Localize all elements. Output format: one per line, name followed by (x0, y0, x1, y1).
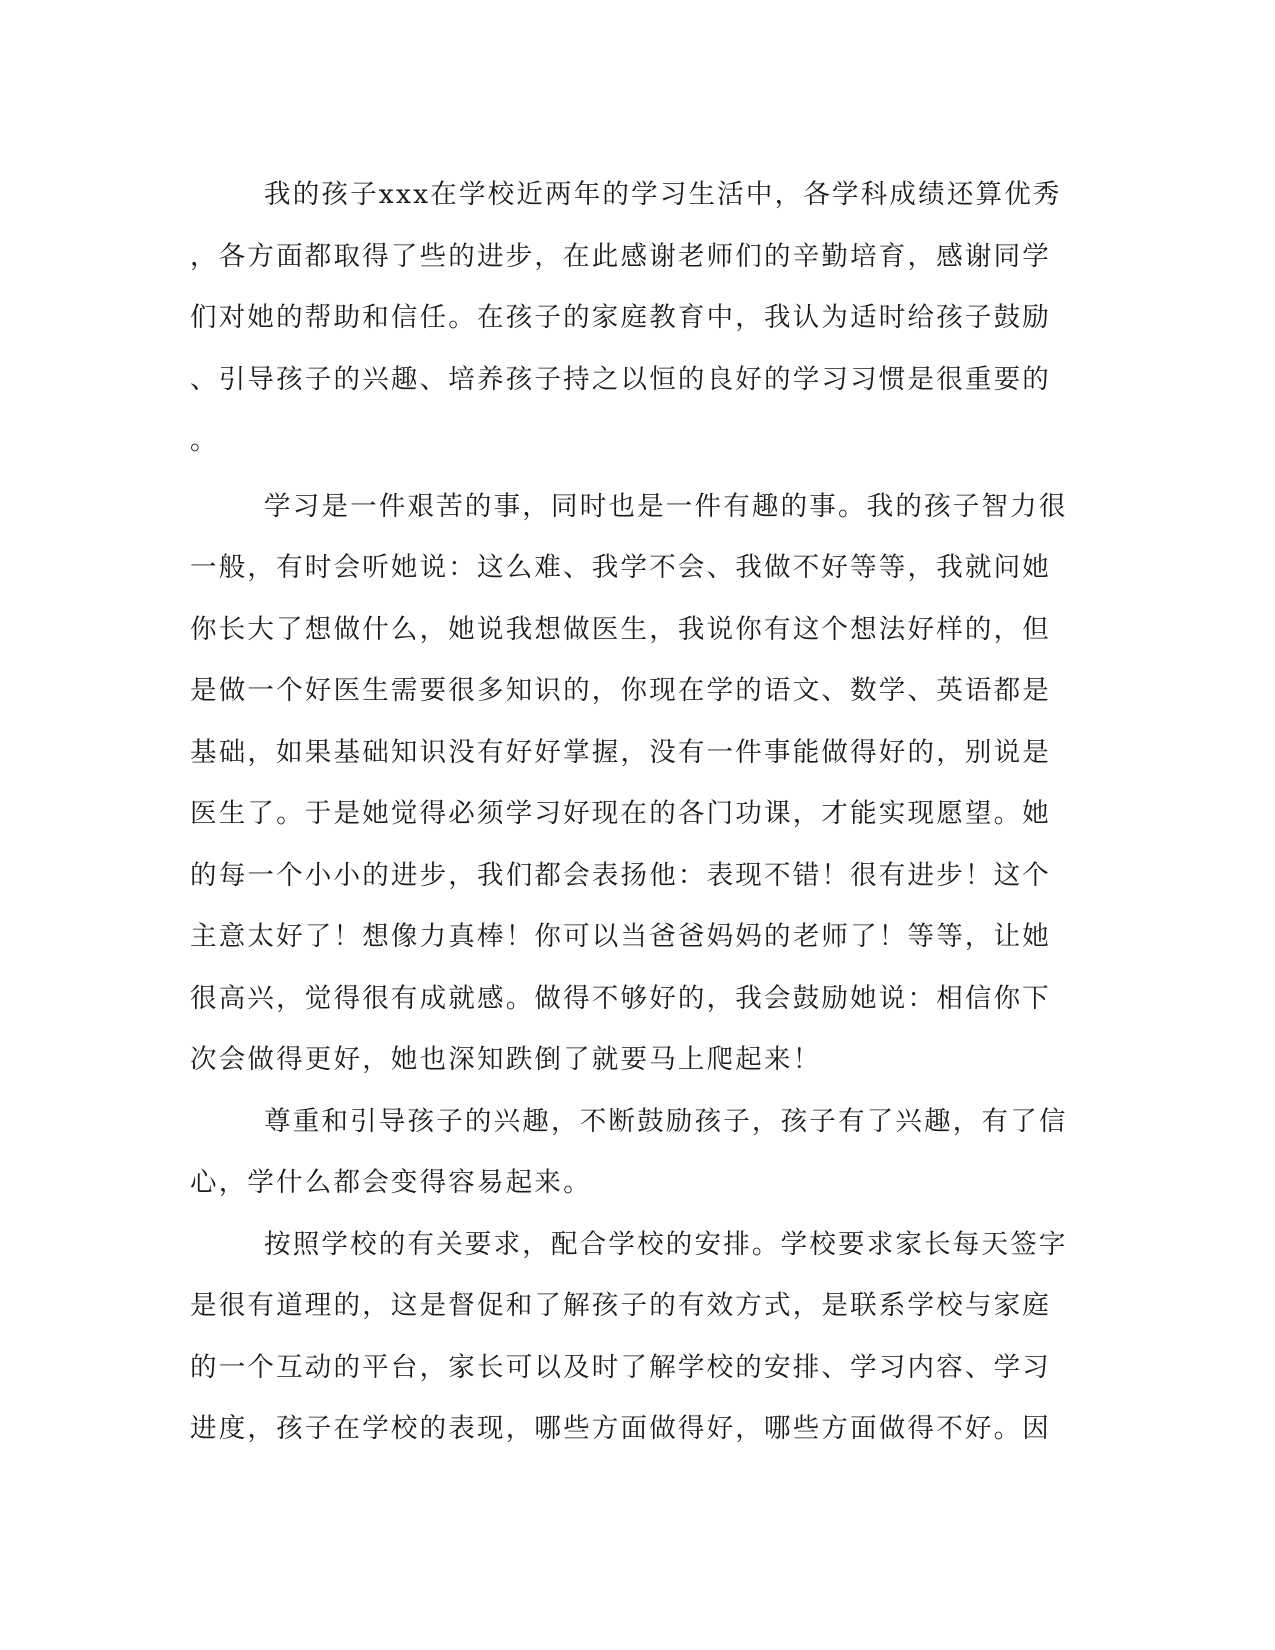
text-line: 们对她的帮助和信任。在孩子的家庭教育中，我认为适时给孩子鼓励 (190, 302, 1051, 333)
paragraph-2 (190, 476, 1080, 1091)
text-line: 学习是一件艰苦的事，同时也是一件有趣的事。我的孩子智力很 (264, 490, 1068, 522)
text-line: 医生了。于是她觉得必须学习好现在的各门功课，才能实现愿望。她 (190, 798, 1051, 829)
text-line: 是很有道理的，这是督促和了解孩子的有效方式，是联系学校与家庭 (190, 1290, 1051, 1321)
text-line: 的每一个小小的进步，我们都会表扬他：表现不错！很有进步！这个 (190, 859, 1051, 891)
text-line: 进度，孩子在学校的表现，哪些方面做得好，哪些方面做得不好。因 (190, 1413, 1051, 1444)
text-line: 尊重和引导孩子的兴趣，不断鼓励孩子，孩子有了兴趣，有了信 (264, 1105, 1068, 1137)
text-line: 心，学什么都会变得容易起来。 (190, 1167, 592, 1198)
paragraph-4 (190, 1214, 1080, 1460)
text-line: 是做一个好医生需要很多知识的，你现在学的语文、数学、英语都是 (190, 675, 1051, 706)
text-line: 我的孩子xxx在学校近两年的学习生活中，各学科成绩还算优秀 (264, 179, 1062, 210)
text-line: 次会做得更好，她也深知跌倒了就要马上爬起来！ (190, 1044, 822, 1075)
text-line: ，各方面都取得了些的进步，在此感谢老师们的辛勤培育，感谢同学 (190, 240, 1051, 272)
text-line: 你长大了想做什么，她说我想做医生，我说你有这个想法好样的，但 (190, 613, 1051, 645)
paragraph-1 (190, 164, 1080, 472)
text-line: 、引导孩子的兴趣、培养孩子持之以恒的良好的学习习惯是很重要的 (190, 363, 1051, 395)
document-body (190, 164, 1080, 1460)
text-line: 主意太好了！想像力真棒！你可以当爸爸妈妈的老师了！等等，让她 (190, 921, 1051, 952)
text-line: 。 (190, 425, 219, 456)
text-line: 的一个互动的平台，家长可以及时了解学校的安排、学习内容、学习 (190, 1351, 1051, 1383)
paragraph-3 (190, 1091, 1080, 1214)
text-line: 一般，有时会听她说：这么难、我学不会、我做不好等等，我就问她 (190, 552, 1051, 583)
text-line: 很高兴，觉得很有成就感。做得不够好的，我会鼓励她说：相信你下 (190, 982, 1051, 1014)
text-line: 基础，如果基础知识没有好好掌握，没有一件事能做得好的，别说是 (190, 736, 1051, 768)
text-line: 按照学校的有关要求，配合学校的安排。学校要求家长每天签字 (264, 1228, 1068, 1260)
